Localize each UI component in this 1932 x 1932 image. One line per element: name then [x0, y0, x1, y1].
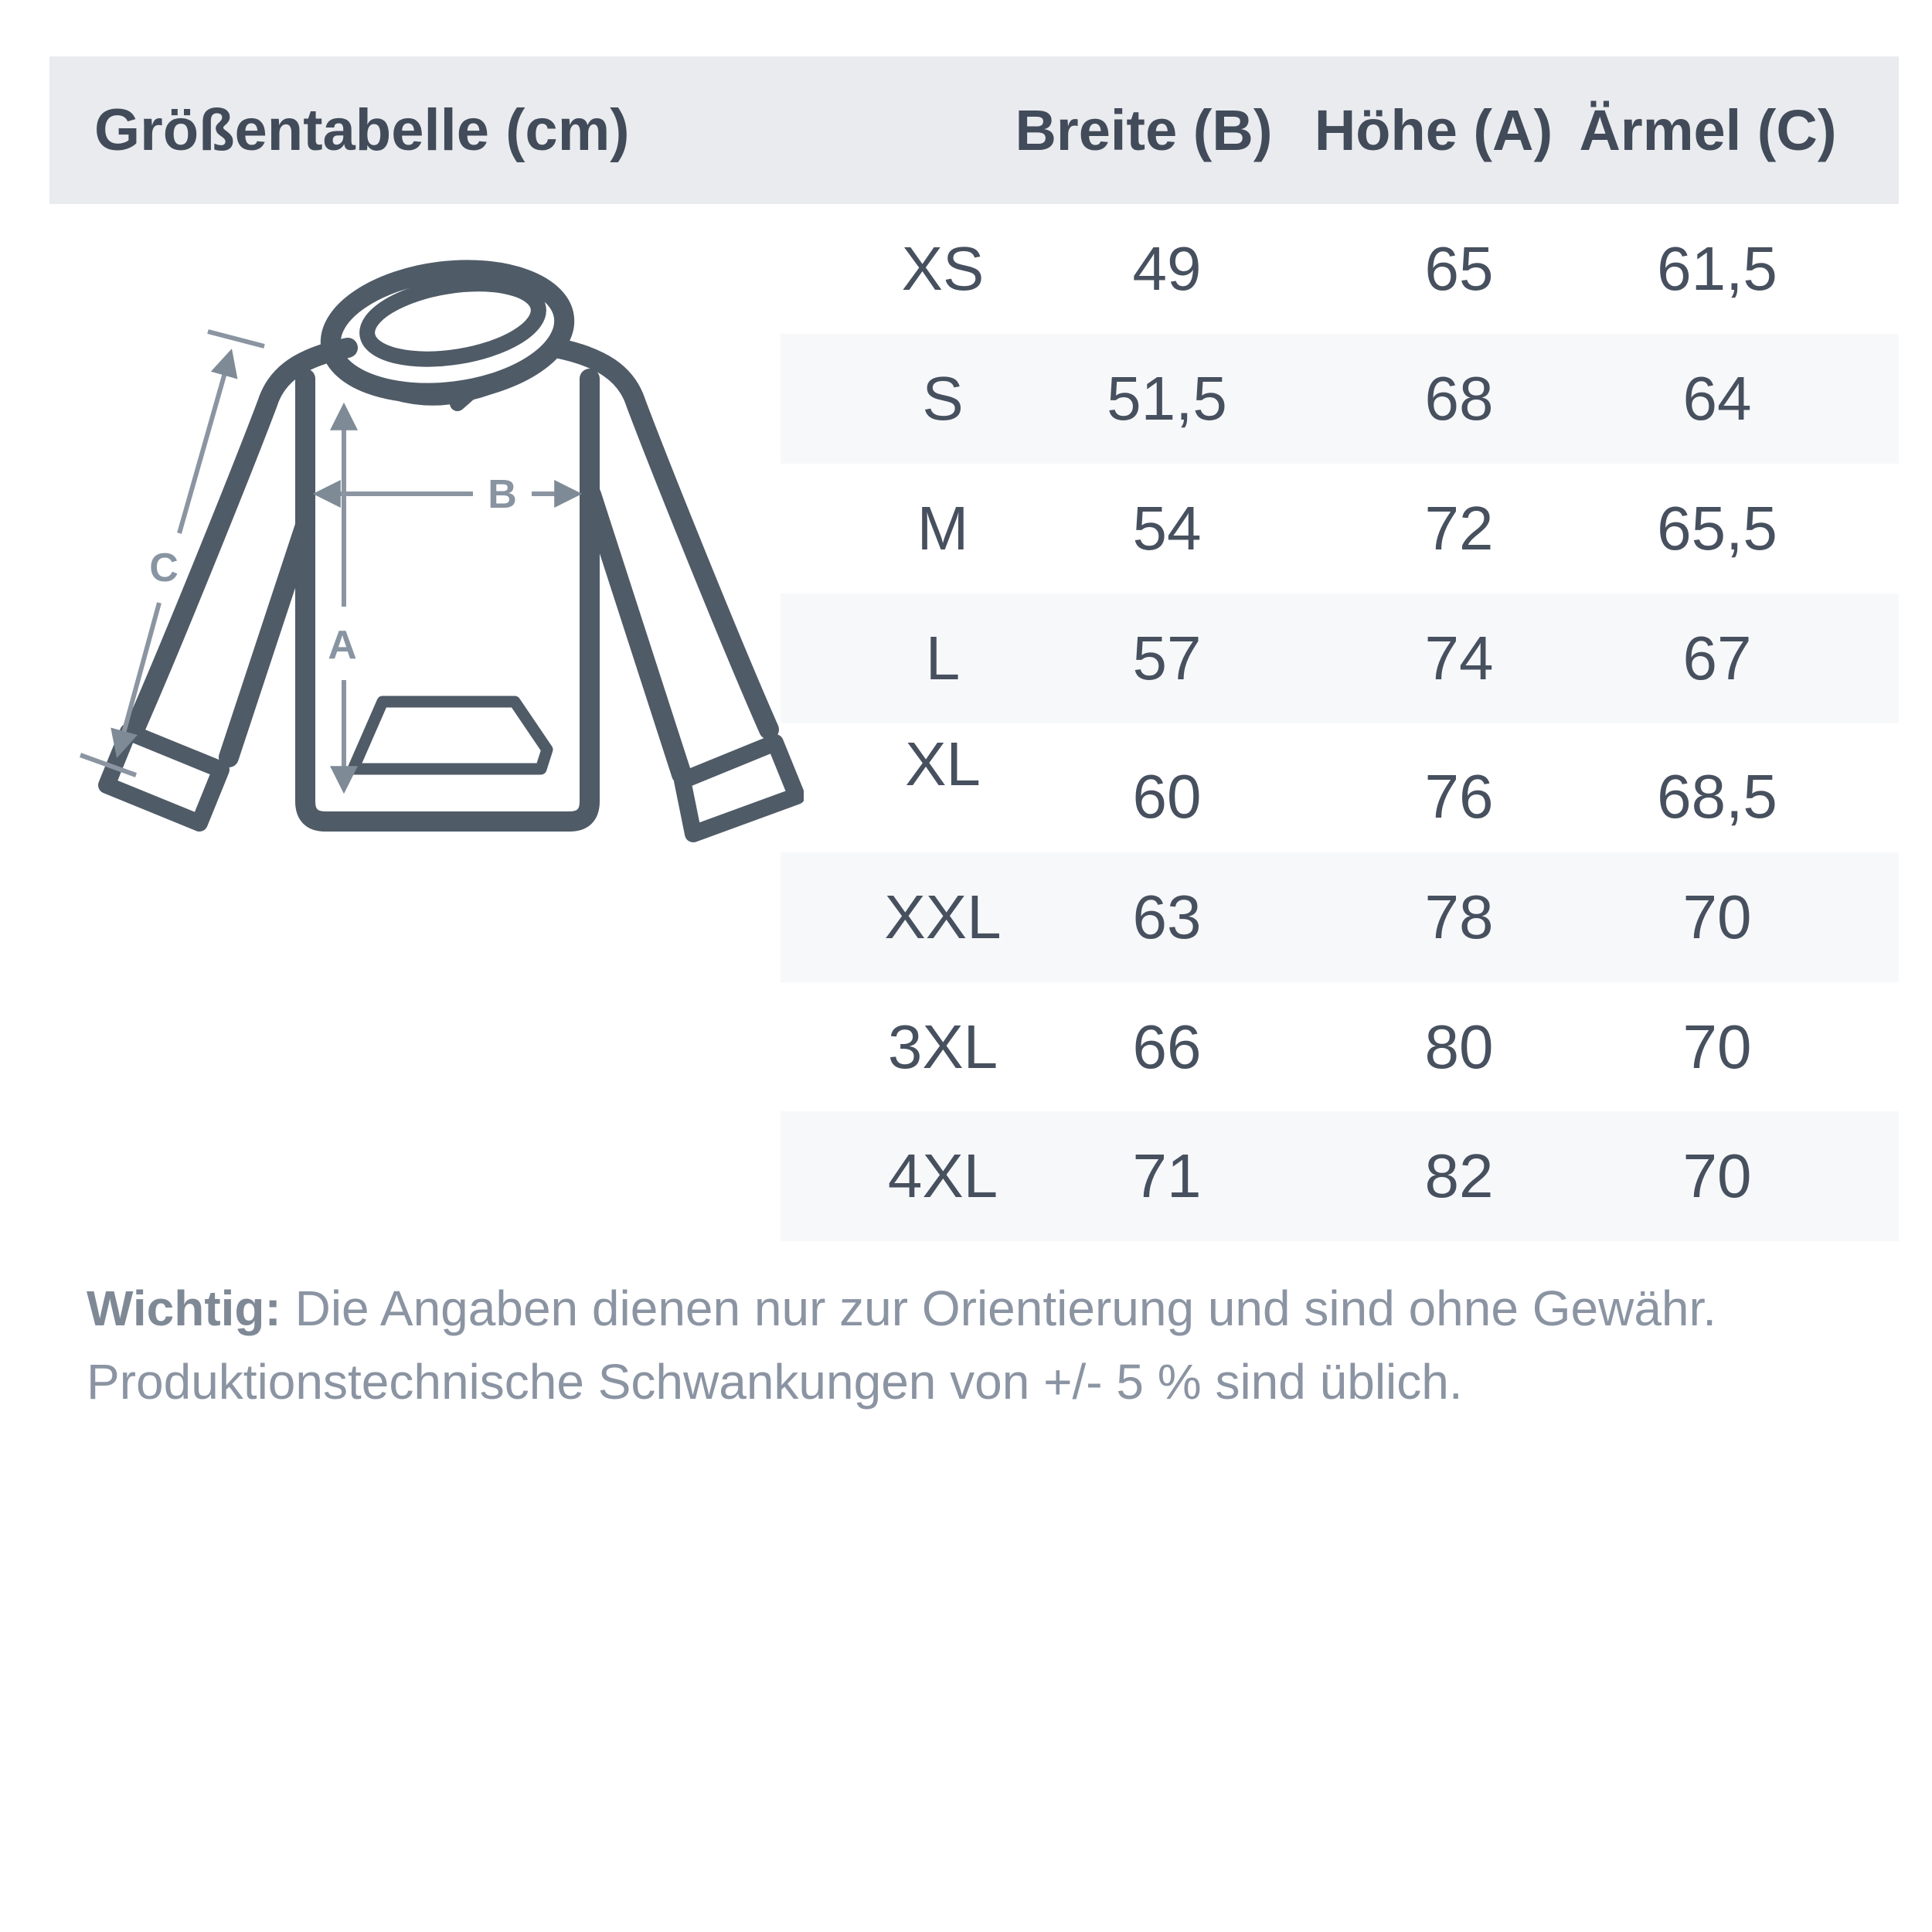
- table-row: [0, 464, 1932, 594]
- hoehe-value: 68: [1424, 364, 1494, 433]
- label-a: A: [328, 623, 357, 668]
- table-row: [0, 594, 1932, 723]
- breite-value: 71: [1132, 1141, 1202, 1210]
- table-row: [0, 1111, 1932, 1241]
- breite-value: 66: [1132, 1012, 1202, 1081]
- hoehe-value: 82: [1424, 1141, 1494, 1210]
- column-header-breite: Breite (B): [1015, 98, 1273, 162]
- aermel-value: 70: [1682, 1141, 1752, 1210]
- page-title: Größentabelle (cm): [94, 97, 630, 163]
- table-row: [0, 982, 1932, 1112]
- aermel-value: 70: [1682, 1012, 1752, 1081]
- size-label: XS: [901, 234, 985, 303]
- disclaimer-note: [87, 1272, 1864, 1419]
- hoehe-value: 74: [1424, 624, 1494, 692]
- breite-value: 49: [1132, 234, 1202, 303]
- hoehe-value: 76: [1424, 762, 1494, 831]
- aermel-value: 70: [1682, 883, 1752, 951]
- size-label: 4XL: [887, 1141, 998, 1210]
- table-row: [0, 852, 1932, 982]
- aermel-value: 64: [1682, 364, 1752, 433]
- hoehe-value: 65: [1424, 234, 1494, 303]
- size-label: L: [925, 624, 961, 692]
- breite-value: 60: [1132, 762, 1202, 831]
- disclaimer-line1: Die Angaben dienen nur zur Orientierung und sind ohne Gewähr.: [281, 1281, 1717, 1336]
- column-header-aermel: Ärmel (C): [1579, 98, 1837, 162]
- label-b: B: [488, 472, 517, 517]
- disclaimer-line2: Produktionstechnische Schwankungen von +/- 5 % sind üblich.: [87, 1354, 1463, 1410]
- hoehe-value: 80: [1424, 1012, 1494, 1081]
- label-c: C: [149, 546, 179, 590]
- size-label: M: [917, 494, 969, 563]
- aermel-value: 61,5: [1657, 234, 1777, 303]
- table-row: [0, 204, 1932, 334]
- column-header-hoehe: Höhe (A): [1314, 98, 1553, 162]
- size-label: S: [922, 364, 964, 433]
- hoehe-value: 78: [1424, 883, 1494, 951]
- aermel-value: 67: [1682, 624, 1752, 692]
- size-label: XXL: [884, 883, 1002, 951]
- size-label: XL: [905, 730, 981, 798]
- hoehe-value: 72: [1424, 494, 1494, 563]
- table-row: [0, 334, 1932, 464]
- breite-value: 54: [1132, 494, 1202, 563]
- table-row: [0, 723, 1932, 852]
- aermel-value: 65,5: [1657, 494, 1777, 563]
- breite-value: 63: [1132, 883, 1202, 951]
- breite-value: 51,5: [1107, 364, 1227, 433]
- size-label: 3XL: [887, 1012, 998, 1081]
- disclaimer-bold-label: Wichtig:: [87, 1281, 281, 1336]
- breite-value: 57: [1132, 624, 1202, 692]
- aermel-value: 68,5: [1657, 762, 1777, 831]
